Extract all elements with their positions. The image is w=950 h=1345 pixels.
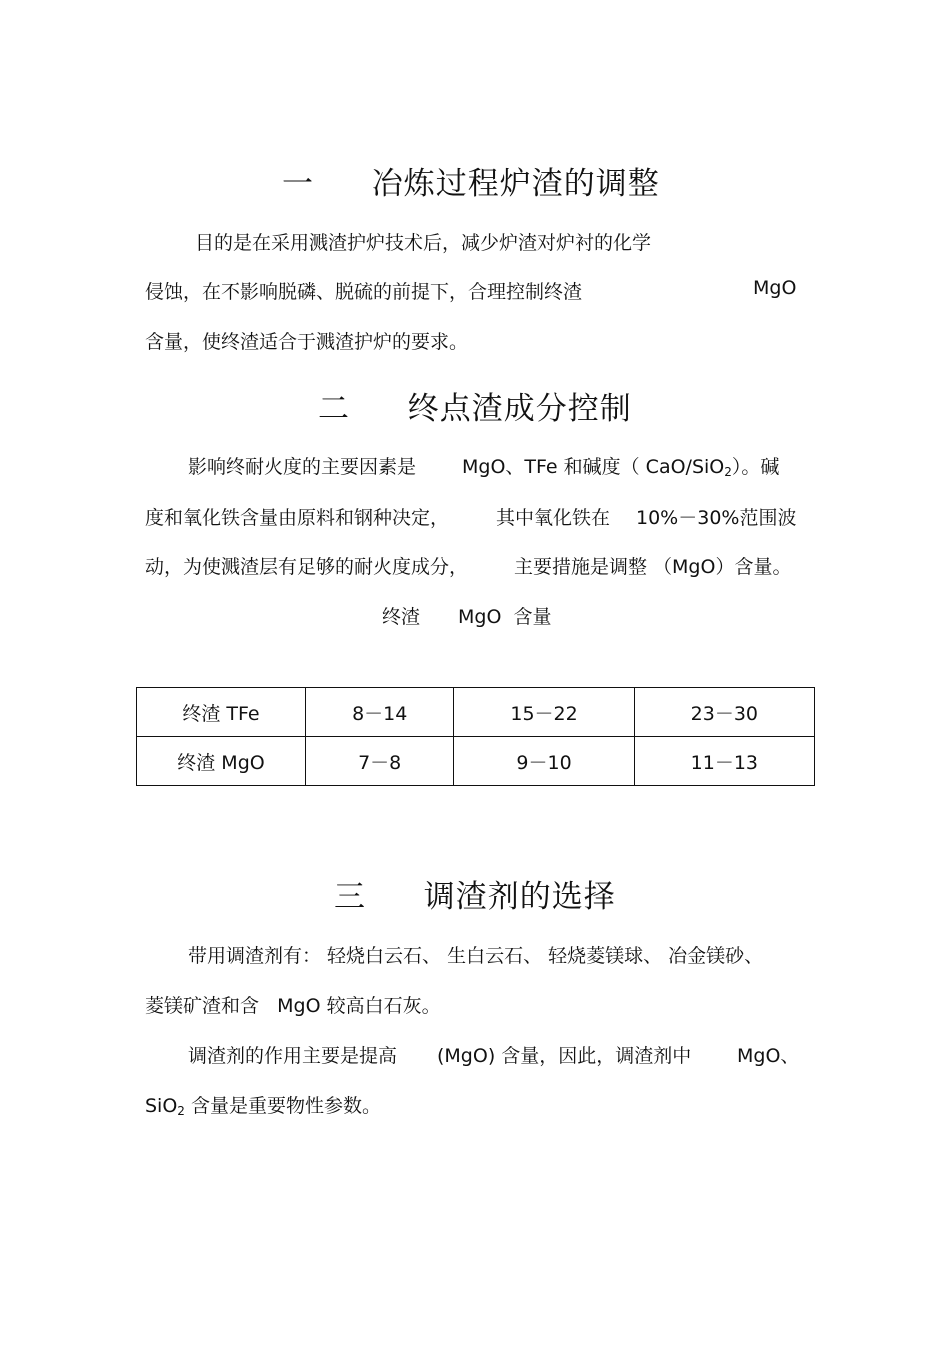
section-1-title: 冶炼过程炉渣的调整 — [371, 166, 660, 202]
section-2-number: 二 — [318, 391, 350, 427]
section-1-line-2b: MgO — [753, 277, 797, 299]
section-1-heading — [282, 158, 660, 203]
section-3-title: 调渣剂的选择 — [423, 879, 616, 915]
section-3-line-1: 带用调渣剂有： 轻烧白云石、 生白云石、 轻烧菱镁球、 冶金镁砂、 — [188, 945, 764, 967]
section-2-heading — [318, 383, 632, 428]
table-cell: 8－14 — [306, 688, 454, 737]
section-1-line-1: 目的是在采用溅渣护炉技术后，减少炉渣对炉衬的化学 — [195, 232, 652, 254]
table-cell: 终渣 TFe — [137, 688, 306, 737]
table-cell: 终渣 MgO — [137, 737, 306, 786]
mgo-content-table — [136, 687, 815, 786]
section-3-heading — [334, 871, 616, 916]
table-cell: 9－10 — [454, 737, 634, 786]
table-cell: 23－30 — [634, 688, 814, 737]
table-row — [137, 737, 815, 786]
table-row — [137, 688, 815, 737]
section-2-line-1b: MgO、TFe 和碱度（ CaO/SiO$_2$）。碱 — [462, 456, 780, 479]
section-2-line-2b: 其中氧化铁在 — [496, 507, 611, 529]
section-3-line-3c: MgO、 — [737, 1045, 800, 1067]
section-3-line-4: SiO$_2$ 含量是重要物性参数。 — [145, 1095, 381, 1118]
section-2-line-3a: 动，为使溅渣层有足够的耐火度成分， — [145, 556, 469, 578]
section-2-line-2c: 10%－30%范围波 — [636, 507, 797, 529]
section-2-line-3b: 主要措施是调整 （MgO）含量。 — [514, 556, 792, 578]
section-2-line-2a: 度和氧化铁含量由原料和钢种决定， — [145, 507, 450, 529]
section-1-number: 一 — [282, 166, 314, 202]
section-2-line-1a: 影响终耐火度的主要因素是 — [188, 456, 417, 478]
section-1-line-2a: 侵蚀，在不影响脱磷、脱硫的前提下，合理控制终渣 — [145, 281, 583, 303]
table-caption-b: MgO 含量 — [458, 606, 552, 628]
section-3-number: 三 — [334, 879, 366, 915]
section-2-title: 终点渣成分控制 — [407, 391, 632, 427]
table-cell: 7－8 — [306, 737, 454, 786]
section-1-line-3: 含量，使终渣适合于溅渣护炉的要求。 — [145, 331, 469, 353]
table-cell: 15－22 — [454, 688, 634, 737]
section-3-line-3b: (MgO) 含量，因此，调渣剂中 — [437, 1045, 692, 1067]
section-3-line-2: 菱镁矿渣和含 MgO 较高白石灰。 — [145, 995, 441, 1017]
table-caption-a: 终渣 — [382, 606, 421, 628]
table-cell: 11－13 — [634, 737, 814, 786]
section-3-line-3a: 调渣剂的作用主要是提高 — [188, 1045, 398, 1067]
